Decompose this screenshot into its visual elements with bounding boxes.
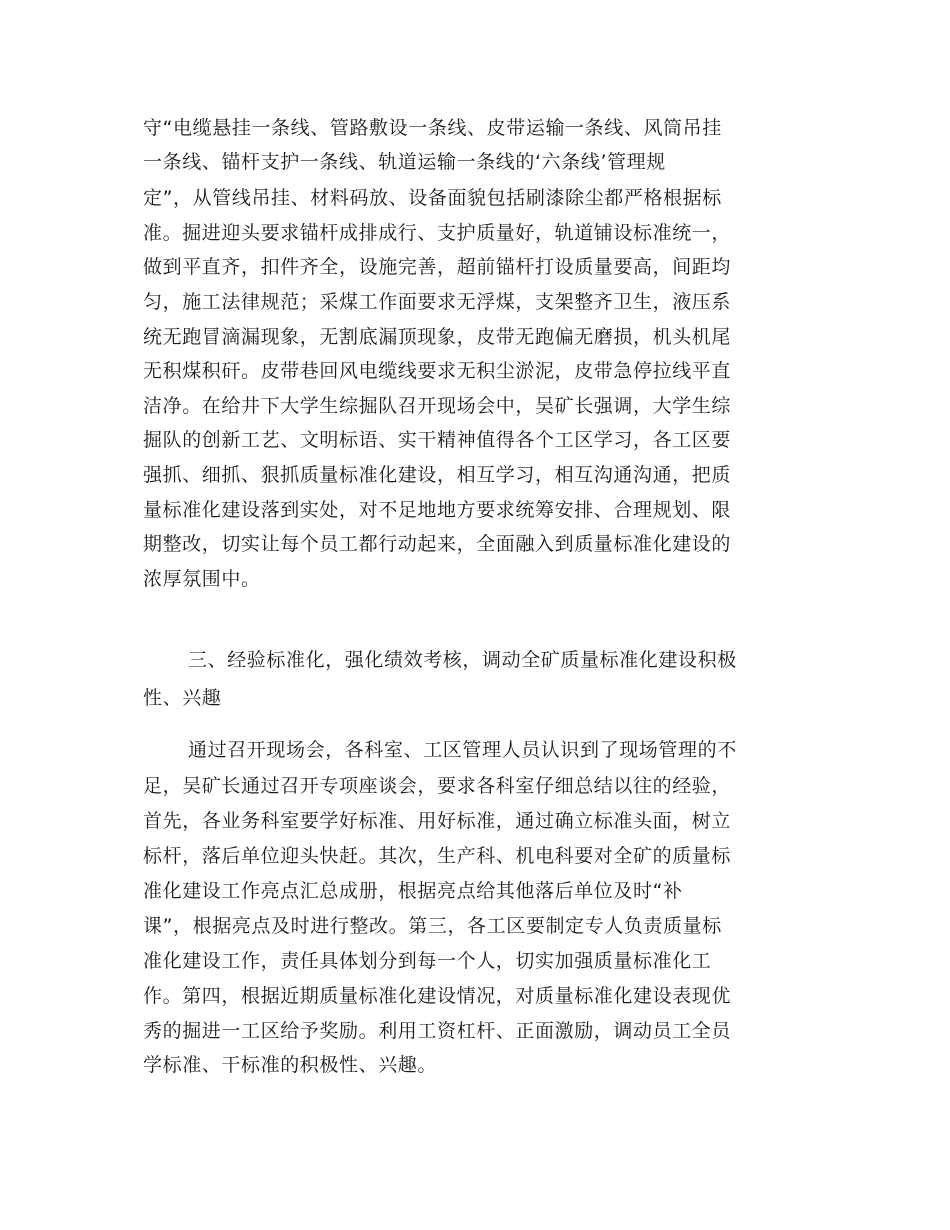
body-text-line: 浓厚氛围中。 bbox=[143, 568, 261, 590]
body-text-line: 标杆，落后单位迎头快赶。其次，生产科、机电科要对全矿的质量标 bbox=[143, 845, 732, 867]
body-text-line: 首先，各业务科室要学好标准、用好标准，通过确立标准头面，树立 bbox=[143, 810, 732, 832]
body-text-line: 通过召开现场会，各科室、工区管理人员认识到了现场管理的不 bbox=[188, 739, 737, 761]
body-text-line: 量标准化建设落到实处，对不足地地方要求统筹安排、合理规划、限 bbox=[143, 499, 732, 521]
body-text-line: 做到平直齐，扣件齐全，设施完善，超前锚杆打设质量要高，间距均 bbox=[143, 256, 732, 278]
body-text-line: 学标准、干标准的积极性、兴趣。 bbox=[143, 1054, 438, 1076]
body-text-line: 准化建设工作亮点汇总成册，根据亮点给其他落后单位及时“补 bbox=[143, 880, 683, 902]
section-heading-line: 三、经验标准化，强化绩效考核，调动全矿质量标准化建设积极 bbox=[188, 649, 737, 671]
body-text-line: 无积煤积矸。皮带巷回风电缆线要求无积尘淤泥，皮带急停拉线平直 bbox=[143, 360, 732, 382]
body-text-line: 准。掘进迎头要求锚杆成排成行、支护质量好，轨道铺设标准统一， bbox=[143, 222, 732, 244]
body-text-line: 足，吴矿长通过召开专项座谈会，要求各科室仔细总结以往的经验， bbox=[143, 775, 732, 797]
body-text-line: 课”，根据亮点及时进行整改。第三，各工区要制定专人负责质量标 bbox=[143, 915, 722, 937]
body-text-line: 一条线、锚杆支护一条线、轨道运输一条线的‘六条线’管理规 bbox=[143, 151, 666, 173]
section-heading-line: 性、兴趣 bbox=[143, 687, 222, 709]
body-text-line: 期整改，切实让每个员工都行动起来，全面融入到质量标准化建设的 bbox=[143, 533, 732, 555]
body-text-line: 定”，从管线吊挂、材料码放、设备面貌包括刷漆除尘都严格根据标 bbox=[143, 187, 722, 209]
body-text-line: 掘队的创新工艺、文明标语、实干精神值得各个工区学习，各工区要 bbox=[143, 429, 732, 451]
body-text-line: 匀，施工法律规范；采煤工作面要求无浮煤，支架整齐卫生，液压系 bbox=[143, 291, 732, 313]
body-text-line: 统无跑冒滴漏现象，无割底漏顶现象，皮带无跑偏无磨损，机头机尾 bbox=[143, 326, 732, 348]
body-text-line: 洁净。在给井下大学生综掘队召开现场会中，吴矿长强调，大学生综 bbox=[143, 395, 732, 417]
body-text-line: 强抓、细抓、狠抓质量标准化建设，相互学习，相互沟通沟通，把质 bbox=[143, 464, 732, 486]
body-text-line: 秀的掘进一工区给予奖励。利用工资杠杆、正面激励，调动员工全员 bbox=[143, 1020, 732, 1042]
body-text-line: 作。第四，根据近期质量标准化建设情况，对质量标准化建设表现优 bbox=[143, 985, 732, 1007]
body-text-line: 守“电缆悬挂一条线、管路敷设一条线、皮带运输一条线、风筒吊挂 bbox=[143, 117, 722, 139]
body-text-line: 准化建设工作，责任具体划分到每一个人，切实加强质量标准化工 bbox=[143, 950, 712, 972]
